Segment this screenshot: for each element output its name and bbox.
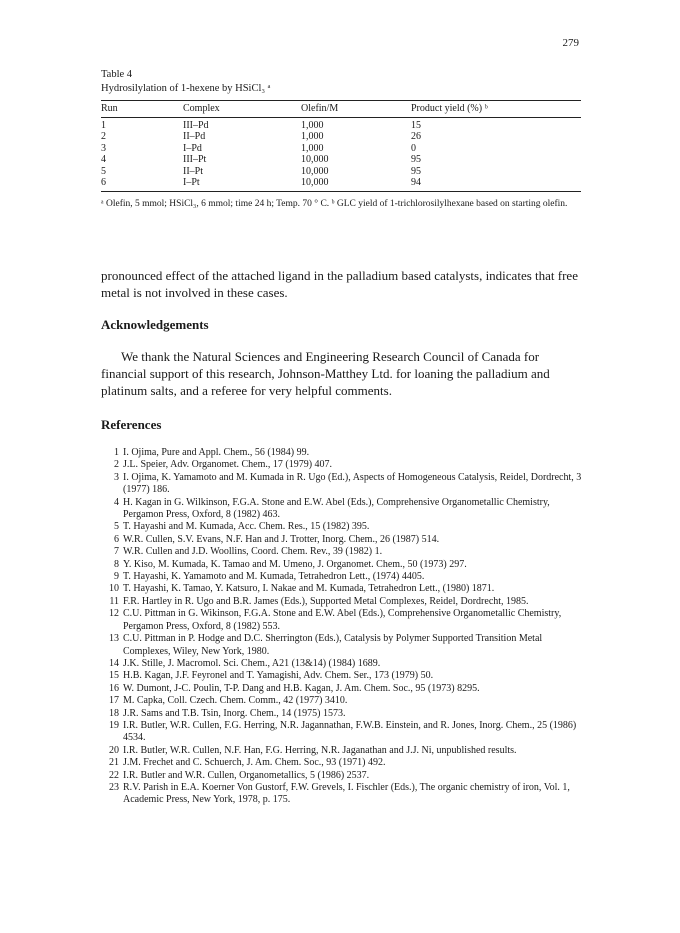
reference-text: W.R. Cullen and J.D. Woollins, Coord. Chem. Rev., 39 (1982) 1. [123,546,383,558]
reference-item [101,708,583,720]
cell-run: 6 [101,177,106,189]
reference-item [101,459,583,471]
table-row [101,118,581,132]
reference-number: 17 [109,695,119,707]
table-block [101,68,581,211]
reference-text: I.R. Butler and W.R. Cullen, Organometallics, 5 (1986) 2537. [123,769,370,781]
cell-yield: 95 [411,165,421,177]
reference-item [101,447,583,459]
reference-number: 16 [109,682,119,694]
reference-text: I. Ojima, K. Yamamoto and M. Kumada in R. Ugo (Ed.), Aspects of Homogeneous Catalysis, Reidel, Dordrecht, 3 (1977) 186. [123,471,582,496]
cell-run: 1 [101,120,106,131]
table-row [101,166,581,177]
reference-number: 22 [109,769,119,781]
reference-text: T. Hayashi and M. Kumada, Acc. Chem. Res., 15 (1982) 395. [123,521,370,533]
reference-item [101,571,583,583]
cell-complex: III–Pd [183,120,209,131]
reference-item [101,633,583,658]
table-title: Hydrosilylation of 1-hexene by HSiCl₃ ᵃ [101,83,271,94]
reference-text: J.M. Frechet and C. Schuerch, J. Am. Chem. Soc., 93 (1971) 492. [123,757,386,769]
reference-number: 23 [109,781,119,793]
table-label: Table 4 [101,69,133,80]
reference-number: 11 [109,595,119,607]
cell-complex: II–Pd [183,131,206,143]
reference-number: 2 [114,459,119,471]
reference-number: 3 [114,471,119,483]
reference-item [101,658,583,670]
reference-text: I.R. Butler, W.R. Cullen, F.G. Herring, N.R. Jagannathan, F.W.B. Einstein, and R. Jones, Inorg. Chem., 25 (1986) 4534. [123,719,577,744]
header-complex: Complex [183,103,220,114]
table-header-row [101,101,581,118]
cell-run: 2 [101,131,106,143]
cell-olefin: 10,000 [301,177,329,189]
reference-text: T. Hayashi, K. Yamamoto and M. Kumada, Tetrahedron Lett., (1974) 4405. [123,571,425,583]
cell-yield: 15 [411,120,421,131]
cell-complex: II–Pt [183,165,203,177]
reference-text: W.R. Cullen, S.V. Evans, N.F. Han and J. Trotter, Inorg. Chem., 26 (1987) 514. [123,533,440,545]
reference-item [101,608,583,633]
reference-number: 5 [114,521,119,533]
header-yield: Product yield (%) ᵇ [411,103,488,114]
table-row [101,131,581,142]
header-olefin: Olefin/M [301,103,339,114]
references-heading: References [101,417,162,432]
reference-number: 7 [114,546,119,558]
body-paragraph: pronounced effect of the attached ligand in the palladium based catalysts, indicates that free metal is not involved in these cases. [101,268,578,300]
cell-olefin: 1,000 [301,120,324,131]
reference-number: 19 [109,719,119,731]
reference-item [101,770,583,782]
reference-number: 6 [114,533,119,545]
table-row [101,177,581,192]
reference-item [101,745,583,757]
cell-yield: 95 [411,154,421,166]
reference-text: C.U. Pittman in G. Wikinson, F.G.A. Stone and E.W. Abel (Eds.), Comprehensive Organometallic Chemistry, Pergamon Press, Oxford, 8 (1982) 553. [123,608,562,632]
reference-item [101,596,583,608]
reference-item [101,583,583,595]
reference-item [101,670,583,682]
header-run: Run [101,103,118,114]
table-row [101,154,581,165]
reference-item [101,695,583,707]
reference-number: 9 [114,571,119,583]
cell-run: 3 [101,142,106,154]
cell-yield: 94 [411,177,421,189]
reference-number: 1 [114,447,119,458]
references-list [101,447,583,807]
reference-item [101,546,583,558]
reference-text: C.U. Pittman in P. Hodge and D.C. Sherrington (Eds.), Catalysis by Polymer Supported Transition Metal Complexes, Wiley, New York, 1980. [123,633,543,657]
cell-yield: 0 [411,142,416,154]
reference-number: 15 [109,670,119,682]
cell-yield: 26 [411,131,421,143]
cell-olefin: 10,000 [301,165,329,177]
acknowledgements-text: We thank the Natural Sciences and Engineering Research Council of Canada for financial support of this research, Johnson-Matthey Ltd. for loaning the palladium and platinum salts, and a referee for very helpful comments. [101,349,550,398]
cell-run: 5 [101,165,106,177]
reference-text: J.R. Sams and T.B. Tsin, Inorg. Chem., 14 (1975) 1573. [123,707,346,719]
reference-text: Y. Kiso, M. Kumada, K. Tamao and M. Umeno, J. Organomet. Chem., 50 (1973) 297. [123,558,467,570]
reference-item [101,757,583,769]
reference-number: 18 [109,707,119,719]
cell-complex: I–Pd [183,142,202,154]
cell-olefin: 10,000 [301,154,329,166]
reference-number: 20 [109,744,119,756]
reference-text: M. Capka, Coll. Czech. Chem. Comm., 42 (1977) 3410. [123,695,348,707]
page-number: 279 [562,37,579,49]
results-table [101,100,581,192]
reference-text: F.R. Hartley in R. Ugo and B.R. James (Eds.), Supported Metal Complexes, Reidel, Dordrecht, 1985. [123,595,529,607]
reference-text: J.L. Speier, Adv. Organomet. Chem., 17 (1979) 407. [123,459,333,471]
reference-number: 21 [109,757,119,769]
reference-item [101,683,583,695]
reference-item [101,559,583,571]
reference-text: I.R. Butler, W.R. Cullen, N.F. Han, F.G. Herring, N.R. Jaganathan and J.J. Ni, unpublished results. [123,744,517,756]
table-row [101,143,581,154]
reference-text: I. Ojima, Pure and Appl. Chem., 56 (1984) 99. [123,447,310,458]
reference-text: R.V. Parish in E.A. Koerner Von Gustorf, F.W. Grevels, I. Fischler (Eds.), The organic chemistry of iron, Vol. 1, Academic Press, New York, 1978, p. 175. [123,781,570,806]
reference-text: T. Hayashi, K. Tamao, Y. Katsuro, I. Nakae and M. Kumada, Tetrahedron Lett., (1980) 1871. [123,583,495,595]
cell-olefin: 1,000 [301,142,324,154]
reference-number: 10 [109,583,119,595]
reference-text: H. Kagan in G. Wilkinson, F.G.A. Stone and E.W. Abel (Eds.), Comprehensive Organometallic Chemistry, Pergamon Press, Oxford, 8 (1982) 463. [123,496,550,521]
acknowledgements-heading: Acknowledgements [101,317,209,332]
reference-text: J.K. Stille, J. Macromol. Sci. Chem., A21 (13&14) (1984) 1689. [123,657,381,669]
reference-item [101,534,583,546]
reference-number: 8 [114,558,119,570]
reference-item [101,521,583,533]
reference-number: 13 [109,633,119,645]
cell-complex: I–Pt [183,177,200,189]
cell-complex: III–Pt [183,154,207,166]
reference-text: H.B. Kagan, J.F. Feyronel and T. Yamagishi, Adv. Chem. Ser., 173 (1979) 50. [123,670,434,682]
reference-number: 14 [109,657,119,669]
reference-item [101,472,583,497]
reference-number: 4 [114,496,119,508]
reference-text: W. Dumont, J-C. Poulin, T-P. Dang and H.B. Kagan, J. Am. Chem. Soc., 95 (1973) 8295. [123,682,480,694]
reference-item [101,497,583,522]
cell-run: 4 [101,154,106,166]
table-footnote: ᵃ Olefin, 5 mmol; HSiCl₃, 6 mmol; time 24 h; Temp. 70 ° C. ᵇ GLC yield of 1-trichlorosilylhexane based on starting olefin. [101,199,568,210]
cell-olefin: 1,000 [301,131,324,143]
reference-number: 12 [109,608,119,620]
reference-item [101,720,583,745]
reference-item [101,782,583,807]
